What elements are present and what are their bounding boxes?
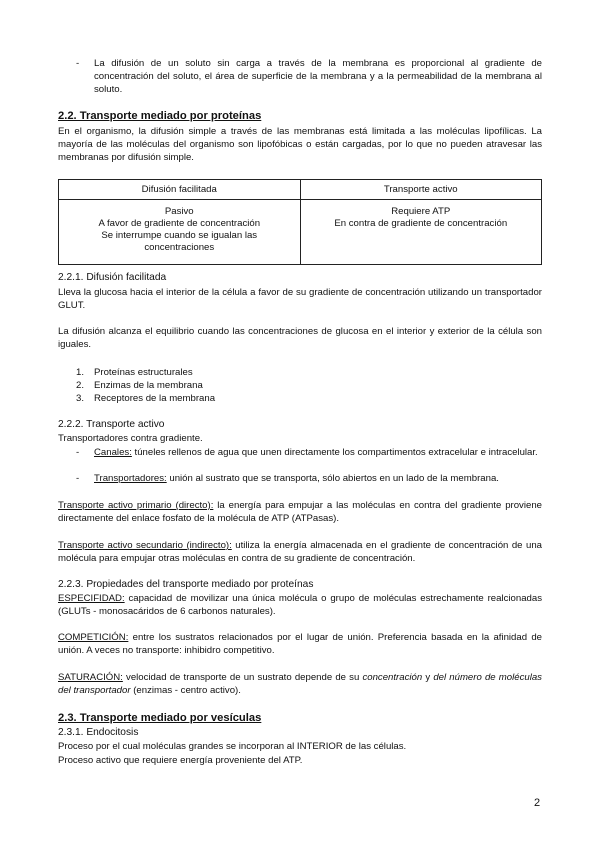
section-heading-2-2-3: 2.2.3. Propiedades del transporte mediado por proteínas — [58, 579, 314, 590]
definition: unión al sustrato que se transporta, sólo abiertos en un lado de la membrana. — [166, 473, 499, 484]
list-text: Enzimas de la membrana — [94, 380, 203, 391]
bullet-marker: - — [76, 58, 80, 69]
list-number: 1. — [76, 367, 85, 378]
section-heading-2-3-1: 2.3.1. Endocitosis — [58, 727, 139, 738]
primary-transport-paragraph — [58, 499, 542, 525]
section-2-2-2-intro: Transportadores contra gradiente. — [58, 433, 203, 444]
bullet-item — [76, 472, 542, 485]
list-item — [76, 379, 476, 392]
comparison-table — [58, 179, 542, 265]
italic-concentracion: concentración — [362, 672, 423, 683]
section-heading-2-2-1: 2.2.1. Difusión facilitada — [58, 272, 167, 283]
table-row — [59, 200, 542, 265]
cell-line: Pasivo — [164, 206, 194, 217]
bullet-marker: - — [76, 447, 80, 458]
page-number: 2 — [534, 797, 541, 809]
table-header-cell: Transporte activo — [300, 180, 542, 200]
definition: entre los sustratos relacionados por el lugar de unión. Preferencia basada en la afinidad de unión. A veces no transporte: inhibidro competitivo. — [58, 632, 542, 656]
term-especificidad: ESPECIFIDAD: — [58, 593, 125, 604]
cell-line: concentraciones — [144, 242, 215, 253]
section-heading-2-2-2: 2.2.2. Transporte activo — [58, 419, 165, 430]
term-transportadores: Transportadores: — [94, 473, 167, 484]
term-competicion: COMPETICIÓN: — [58, 632, 129, 643]
cell-line: A favor de gradiente de concentración — [98, 218, 261, 229]
cell-line: Se interrumpe cuando se igualan las — [101, 230, 258, 241]
endocitosis-line-2: Proceso activo que requiere energía proveniente del ATP. — [58, 755, 303, 766]
list-text: Proteínas estructurales — [94, 367, 193, 378]
list-item — [76, 366, 476, 379]
bullet-text: La difusión de un soluto sin carga a través de la membrana es proporcional al gradiente de concentración del soluto, el área de superficie de la membrana y a la permeabilidad de la membrana al soluto. — [94, 58, 542, 95]
competicion-paragraph — [58, 631, 542, 657]
table-header-row — [59, 180, 542, 200]
table-cell-difusion — [59, 200, 301, 265]
term-canales: Canales: — [94, 447, 132, 458]
definition: y — [422, 672, 434, 683]
secondary-transport-paragraph — [58, 539, 542, 565]
table-header-cell: Difusión facilitada — [59, 180, 301, 200]
definition: velocidad de transporte de un sustrato depende de su — [122, 672, 363, 683]
list-number: 3. — [76, 393, 85, 404]
intro-bullet — [76, 57, 542, 96]
section-2-2-paragraph: En el organismo, la difusión simple a través de las membranas está limitada a las moléculas lipofílicas. La mayoría de las moléculas del organismo son lipofóbicas o están cargadas, por lo que no pueden atravesar las membranas por difusión simple. — [58, 126, 542, 163]
section-2-2-1-paragraph-2: La difusión alcanza el equilibrio cuando las concentraciones de glucosa en el interior y exterior de la célula son iguales. — [58, 326, 542, 350]
definition: (enzimas - centro activo). — [130, 685, 241, 696]
bullet-text — [94, 472, 542, 485]
section-2-2-1-paragraph-1: Lleva la glucosa hacia el interior de la célula a favor de su gradiente de concentración utilizando un transportador GLUT. — [58, 287, 542, 311]
cell-line: En contra de gradiente de concentración — [334, 218, 508, 229]
bullet-marker: - — [76, 473, 80, 484]
section-heading-2-3: 2.3. Transporte mediado por vesículas — [58, 712, 262, 724]
cell-line: Requiere ATP — [391, 206, 451, 217]
bullet-item — [76, 446, 542, 459]
term-secondary: Transporte activo secundario (indirecto): — [58, 540, 232, 551]
definition: la energía para empujar a las moléculas en contra del gradiente proviene directamente del enlace fosfato de la molécula de ATP (ATPasas). — [58, 500, 542, 524]
saturacion-paragraph — [58, 671, 542, 697]
term-primary: Transporte activo primario (directo): — [58, 500, 214, 511]
endocitosis-line-1: Proceso por el cual moléculas grandes se incorporan al INTERIOR de las células. — [58, 741, 407, 752]
list-text: Receptores de la membrana — [94, 393, 216, 404]
list-item — [76, 392, 476, 405]
especificidad-paragraph — [58, 592, 542, 618]
bullet-text — [94, 446, 542, 459]
definition: túneles rellenos de agua que unen directamente los compartimentos extracelular e intracelular. — [131, 447, 538, 458]
list-number: 2. — [76, 380, 85, 391]
section-heading-2-2: 2.2. Transporte mediado por proteínas — [58, 110, 262, 122]
table-cell-transporte — [300, 200, 542, 265]
definition: utiliza la energía almacenada en el gradiente de concentración de una molécula para empujar otras moléculas en contra de su gradiente de concentración. — [58, 540, 542, 564]
italic-numero-moleculas: del número de moléculas del transportador — [58, 672, 542, 696]
term-saturacion: SATURACIÓN: — [58, 672, 123, 683]
definition: capacidad de movilizar una única molécula o grupo de moléculas estrechamente realcionadas (GLUTs - monosacáridos de 6 carbonos naturales). — [58, 593, 542, 617]
